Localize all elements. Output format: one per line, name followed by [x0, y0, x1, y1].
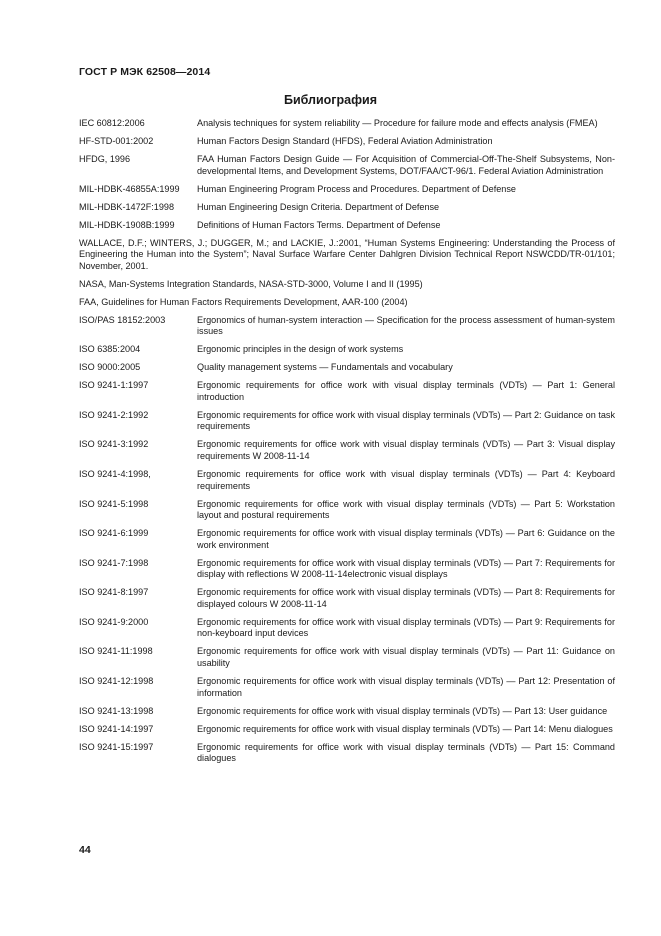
- entry-description: Ergonomic requirements for office work with visual display terminals (VDTs) — Part 4: Keyboard requirements: [197, 468, 615, 491]
- bibliography-entry: [79, 184, 615, 196]
- bibliography-entry-full: NASA, Man-Systems Integration Standards, NASA-STD-3000, Volume I and II (1995): [79, 278, 423, 289]
- entry-description: Ergonomic requirements for office work with visual display terminals (VDTs) — Part 2: Guidance on task requirements: [197, 409, 615, 432]
- page-header: ГОСТ Р МЭК 62508—2014: [79, 66, 211, 78]
- entry-description: Ergonomic requirements for office work with visual display terminals (VDTs) — Part 3: Visual display requirements W 2008-11-14: [197, 439, 615, 461]
- entry-description: Ergonomic requirements for office work with visual display terminals (VDTs) — Part 15: Command dialogues: [197, 741, 615, 764]
- entry-description: Ergonomic requirements for office work with visual display terminals (VDTs) — Part 11: Guidance on usability: [197, 646, 615, 668]
- entry-description: Ergonomics of human-system interaction — Specification for the process assessment of human-system issues: [197, 314, 615, 337]
- entry-description: Ergonomic principles in the design of work systems: [197, 344, 404, 355]
- bibliography-entry: [79, 202, 615, 214]
- entry-description: Ergonomic requirements for office work with visual display terminals (VDTs) — Part 9: Requirements for non-keyboard input devices: [197, 616, 615, 639]
- entry-description: FAA Human Factors Design Guide — For Acquisition of Commercial-Off-The-Shelf Subsystems, Non-developmental Items, and Development Systems, DOT/FAA/CT-96/1. Federal Aviation Administration: [197, 153, 615, 176]
- entry-reference: ISO 9241-5:1998: [79, 498, 149, 509]
- entry-reference: ISO 9241-1:1997: [79, 380, 149, 391]
- bibliography-entry: [79, 587, 615, 610]
- entry-reference: ISO 9241-9:2000: [79, 616, 149, 627]
- entry-reference: ISO 9241-11:1998: [79, 646, 153, 657]
- bibliography-entry: [79, 469, 615, 492]
- bibliography-entry: [79, 136, 615, 148]
- entry-reference: ISO 6385:2004: [79, 344, 141, 355]
- entry-reference: ISO/PAS 18152:2003: [79, 314, 166, 325]
- bibliography-entry: [79, 220, 615, 232]
- entry-reference: IEC 60812:2006: [79, 118, 145, 128]
- entry-reference: ISO 9241-4:1998,: [79, 468, 151, 479]
- entry-reference: ISO 9241-3:1992: [79, 439, 149, 450]
- bibliography-entry: [79, 362, 615, 374]
- bibliography-entry: [79, 154, 615, 177]
- entry-reference: ISO 9241-12:1998: [79, 675, 154, 686]
- bibliography-entry: [79, 499, 615, 522]
- entry-reference: ISO 9000:2005: [79, 362, 141, 373]
- bibliography-list: [79, 118, 615, 771]
- bibliography-entry: [79, 646, 615, 669]
- entry-reference: ISO 9241-6:1999: [79, 528, 149, 539]
- entry-description: Human Engineering Program Process and Procedures. Department of Defense: [197, 183, 516, 194]
- entry-reference: ISO 9241-15:1997: [79, 741, 154, 752]
- section-title: Библиография: [283, 93, 378, 107]
- entry-description: Ergonomic requirements for office work with visual display terminals (VDTs) — Part 7: Requirements for display with reflections W 2008-11-14electronic visual displays: [197, 557, 615, 580]
- entry-reference: ISO 9241-13:1998: [79, 705, 154, 716]
- bibliography-entry: [79, 558, 615, 581]
- entry-description: Ergonomic requirements for office work with visual display terminals (VDTs) — Part 6: Guidance on the work environment: [197, 528, 615, 550]
- entry-description: Ergonomic requirements for office work with visual display terminals (VDTs) — Part 13: User guidance: [197, 705, 608, 716]
- bibliography-entry: [79, 724, 615, 736]
- entry-description: Quality management systems — Fundamentals and vocabulary: [197, 362, 453, 373]
- bibliography-entry-full: WALLACE, D.F.; WINTERS, J.; DUGGER, M.; and LACKIE, J.:2001, “Human Systems Engineering: Understanding the Process of Engineering the Human into the System”; Naval Surface Warfare Center Dahlgren Division Technical Report NSWCDD/TR-01/101; November, 2001.: [79, 237, 615, 271]
- entry-description: Ergonomic requirements for office work with visual display terminals (VDTs) — Part 12: Presentation of information: [197, 675, 615, 698]
- entry-description: Ergonomic requirements for office work with visual display terminals (VDTs) — Part 5: Workstation layout and postural requirements: [197, 498, 615, 521]
- bibliography-entry: [79, 315, 615, 338]
- entry-description: Ergonomic requirements for office work with visual display terminals (VDTs) — Part 1: General introduction: [197, 380, 615, 402]
- entry-reference: MIL-HDBK-1472F:1998: [79, 201, 175, 212]
- entry-reference: MIL-HDBK-46855A:1999: [79, 183, 180, 194]
- entry-reference: ISO 9241-8:1997: [79, 587, 149, 598]
- entry-description: Analysis techniques for system reliability — Procedure for failure mode and effects analysis (FMEA): [197, 118, 598, 128]
- bibliography-entry: [79, 706, 615, 718]
- bibliography-entry: [79, 118, 615, 130]
- bibliography-entry: [79, 742, 615, 765]
- bibliography-entry: [79, 344, 615, 356]
- page-number: 44: [79, 844, 91, 856]
- entry-description: Ergonomic requirements for office work with visual display terminals (VDTs) — Part 8: Requirements for displayed colours W 2008-11-14: [197, 587, 615, 609]
- entry-reference: HF-STD-001:2002: [79, 135, 154, 146]
- entry-reference: ISO 9241-7:1998: [79, 557, 149, 568]
- bibliography-entry: [79, 380, 615, 403]
- entry-reference: MIL-HDBK-1908B:1999: [79, 219, 175, 230]
- entry-description: Human Engineering Design Criteria. Department of Defense: [197, 201, 440, 212]
- entry-reference: ISO 9241-14:1997: [79, 723, 154, 734]
- bibliography-entry: [79, 676, 615, 699]
- entry-reference: HFDG, 1996: [79, 153, 131, 164]
- bibliography-entry: [79, 439, 615, 462]
- bibliography-entry: [79, 410, 615, 433]
- bibliography-entry-full: FAA, Guidelines for Human Factors Requirements Development, AAR-100 (2004): [79, 296, 408, 307]
- entry-description: Definitions of Human Factors Terms. Department of Defense: [197, 219, 441, 230]
- entry-reference: ISO 9241-2:1992: [79, 409, 149, 420]
- bibliography-entry: [79, 617, 615, 640]
- entry-description: Ergonomic requirements for office work with visual display terminals (VDTs) — Part 14: Menu dialogues: [197, 723, 613, 734]
- bibliography-entry: [79, 528, 615, 551]
- entry-description: Human Factors Design Standard (HFDS), Federal Aviation Administration: [197, 135, 493, 146]
